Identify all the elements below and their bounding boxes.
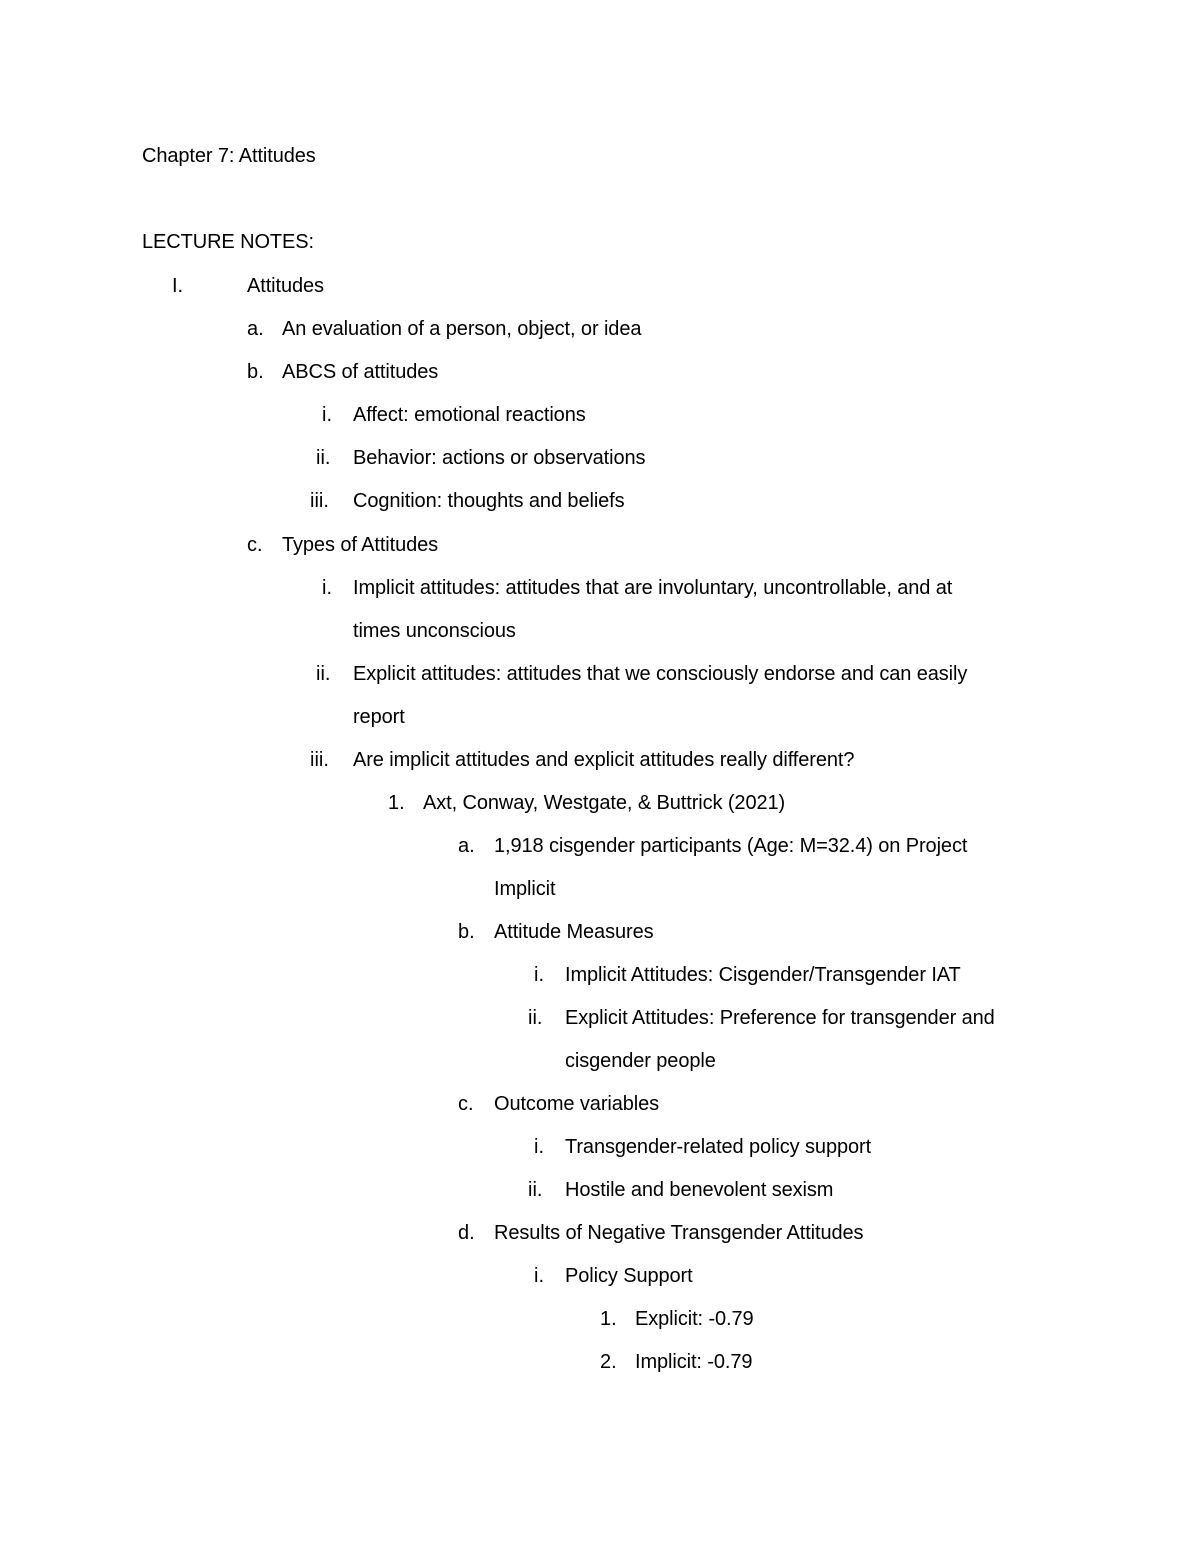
outline-marker: 1. [600,1308,617,1330]
outline-item: Results of Negative Transgender Attitudes [494,1222,864,1244]
outline-marker: I. [172,275,184,297]
outline-marker: a. [458,835,475,857]
outline-marker: b. [458,921,475,943]
outline-item: Are implicit attitudes and explicit attitudes really different? [353,749,855,771]
outline-item: Outcome variables [494,1093,660,1115]
outline-marker: c. [247,534,263,556]
outline-item: Axt, Conway, Westgate, & Buttrick (2021) [423,792,786,814]
outline-marker: i. [322,577,332,599]
outline-marker: iii. [310,749,329,771]
outline-item: Implicit attitudes: attitudes that are involuntary, uncontrollable, and at [353,577,953,599]
outline-item: Attitudes [247,275,324,297]
outline-item: Policy Support [565,1265,693,1287]
outline-marker: 1. [388,792,405,814]
outline-marker: i. [534,1265,544,1287]
outline-item: Behavior: actions or observations [353,447,646,469]
outline-marker: i. [322,404,332,426]
outline-item: Cognition: thoughts and beliefs [353,490,625,512]
outline-marker: ii. [528,1179,543,1201]
outline-item: Explicit: -0.79 [635,1308,754,1330]
section-heading: LECTURE NOTES: [142,231,314,253]
outline-item: Explicit attitudes: attitudes that we consciously endorse and can easily [353,663,968,685]
outline-marker: a. [247,318,264,340]
outline-marker: iii. [310,490,329,512]
outline-marker: ii. [316,447,331,469]
outline-marker: d. [458,1222,475,1244]
outline-item-continuation: times unconscious [353,620,516,642]
outline-item-continuation: Implicit [494,878,556,900]
outline-item: Implicit: -0.79 [635,1351,753,1373]
outline-item: An evaluation of a person, object, or idea [282,318,642,340]
outline-item: Implicit Attitudes: Cisgender/Transgender IAT [565,964,961,986]
outline-item: Explicit Attitudes: Preference for transgender and [565,1007,995,1029]
outline-item-continuation: cisgender people [565,1050,716,1072]
outline-marker: 2. [600,1351,617,1373]
outline-item: Affect: emotional reactions [353,404,586,426]
outline-marker: i. [534,1136,544,1158]
outline-item: ABCS of attitudes [282,361,439,383]
outline-item: Attitude Measures [494,921,654,943]
outline-marker: c. [458,1093,474,1115]
outline-marker: i. [534,964,544,986]
outline-marker: b. [247,361,264,383]
outline-item: 1,918 cisgender participants (Age: M=32.4) on Project [494,835,968,857]
outline-item-continuation: report [353,706,405,728]
outline-item: Hostile and benevolent sexism [565,1179,834,1201]
document-title: Chapter 7: Attitudes [142,145,316,167]
outline-item: Transgender-related policy support [565,1136,872,1158]
outline-marker: ii. [528,1007,543,1029]
outline-marker: ii. [316,663,331,685]
outline-item: Types of Attitudes [282,534,439,556]
